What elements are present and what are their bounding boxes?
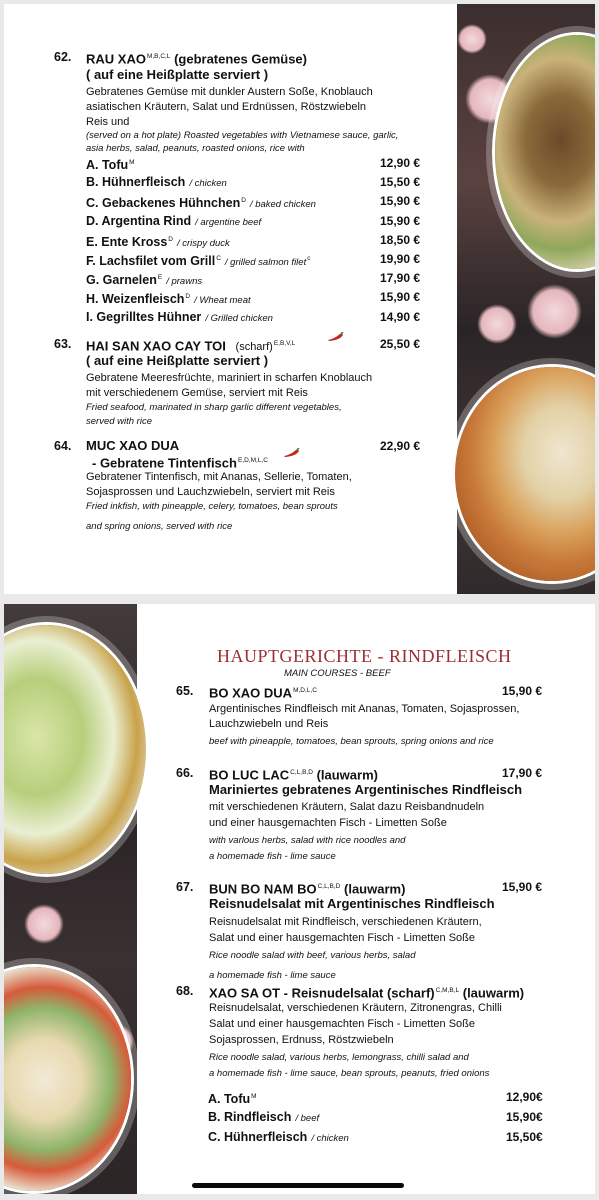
dish-name (86, 337, 295, 354)
dish-price: 17,90 € (502, 766, 543, 780)
item-number: 62. (54, 50, 72, 64)
option-label-en: / grilled salmon filet (224, 257, 307, 268)
option-label-en: / chicken (189, 178, 227, 190)
dish-title: HAI SAN XAO CAY TOI (86, 338, 226, 354)
temperature-note: (lauwarm) (344, 881, 406, 897)
option-row (86, 194, 316, 212)
option-label-en: / Grilled chicken (205, 312, 273, 324)
option-price: 15,90 € (380, 194, 421, 209)
menu-page-1 (4, 4, 595, 594)
dish-subtitle (92, 454, 268, 470)
allergen-codes: c (307, 255, 311, 262)
option-label: G. Garnelen (86, 273, 157, 288)
dish-description: Reisnudelsalat mit Rindfleisch, verschiedenen Kräutern, (209, 916, 482, 928)
chili-icon (282, 448, 300, 458)
dish-name (209, 984, 524, 1000)
option-label-en: / Wheat meat (194, 295, 251, 307)
section-title: HAUPTGERICHTE - RINDFLEISCH (217, 646, 512, 666)
dish-description: Salat und einer hausgemachten Fisch - Limetten Soße (209, 1018, 475, 1030)
option-label: D. Argentina Rind (86, 213, 192, 228)
dish-description-en: served with rice (86, 416, 152, 427)
dish-description: Reisnudelsalat, verschiedenen Kräutern, Zitronengras, Chilli (209, 1002, 502, 1014)
allergen-codes: M (251, 1093, 257, 1100)
item-number: 68. (176, 984, 194, 998)
dish-title: BO LUC LAC (209, 767, 290, 783)
temperature-note: (lauwarm) (316, 767, 378, 783)
allergen-codes: C,L,B,D (317, 883, 341, 890)
dish-description: Gebratene Meeresfrüchte, mariniert in scharfen Knoblauch (86, 372, 373, 384)
allergen-codes: C,L,B,D (290, 769, 313, 776)
dish-name (209, 880, 405, 896)
dish-description: mit verschiedenem Gemüse, serviert mit Reis (86, 387, 308, 399)
dish-description: Lauchzwiebeln und Reis (209, 718, 329, 730)
dish-price: 22,90 € (380, 439, 421, 453)
option-price: 19,90 € (380, 252, 421, 266)
allergen-codes: D (168, 235, 173, 243)
option-row (208, 1090, 257, 1106)
option-row (86, 271, 202, 289)
option-price: 18,50 € (380, 232, 421, 247)
option-row (208, 1110, 319, 1126)
section-subtitle: MAIN COURSES - BEEF (284, 668, 391, 679)
dish-description-en: and spring onions, served with rice (86, 521, 233, 532)
item-number: 65. (176, 684, 194, 698)
option-price: 15,90€ (506, 1110, 543, 1124)
spicy-label: (scharf) (235, 341, 273, 354)
dish-description-en: Rice noodle salad with beef, various herbs, salad (209, 950, 416, 961)
dish-description: Salat und einer hausgemachten Fisch - Limetten Soße (209, 932, 475, 944)
option-price: 15,90 € (380, 213, 421, 228)
allergen-codes: C,M,B,L (435, 987, 460, 994)
dish-description-en: Fried inkfish, with pineapple, celery, tomatoes, bean sprouts (86, 501, 338, 512)
option-label: A. Tofu (208, 1092, 251, 1106)
option-label: B. Hühnerfleisch (86, 175, 186, 190)
option-row (86, 175, 227, 191)
dish-description-en: Rice noodle salad, various herbs, lemongrass, chilli salad and (209, 1052, 469, 1063)
allergen-codes: M (129, 159, 135, 166)
dish-subtitle: Reisnudelsalat mit Argentinisches Rindfleisch (209, 896, 495, 911)
dish-price: 15,90 € (502, 684, 543, 698)
dish-description: und einer hausgemachten Fisch - Limetten Soße (209, 817, 447, 829)
dish-description: Sojasprossen, Erdnuss, Röstzwiebeln (209, 1034, 394, 1046)
dish-name (209, 684, 317, 700)
option-row (86, 252, 310, 270)
option-price: 12,90 € (380, 156, 421, 170)
dish-description-en: with varlous herbs, salad with rice noodles and (209, 835, 406, 846)
dish-description: Argentinisches Rindfleisch mit Ananas, Tomaten, Sojasprossen, (209, 703, 520, 715)
item-number: 67. (176, 880, 194, 894)
dish-title: XAO SA OT - Reisnudelsalat (scharf) (209, 985, 435, 1001)
allergen-codes: D (241, 197, 246, 205)
option-price: 15,50€ (506, 1130, 543, 1144)
chili-icon (326, 332, 344, 342)
option-label: H. Weizenfleisch (86, 292, 185, 307)
dish-subtitle-text: - Gebratene Tintenfisch (92, 455, 237, 471)
option-label-en: / chicken (311, 1133, 349, 1144)
home-indicator[interactable] (192, 1183, 404, 1188)
option-label-en: / prawns (166, 276, 203, 288)
dish-description-en: a homemade fish - lime sauce, bean sprouts, peanuts, fried onions (209, 1068, 490, 1079)
option-row (86, 214, 261, 230)
option-label: F. Lachsfilet vom Grill (86, 254, 216, 268)
option-label: E. Ente Kross (86, 234, 168, 249)
menu-page-2 (4, 604, 595, 1194)
option-row (86, 290, 251, 308)
dish-title: RAU XAO (86, 51, 146, 67)
dish-title: BO XAO DUA (209, 685, 293, 701)
option-row (86, 156, 135, 172)
option-label: B. Rindfleisch (208, 1110, 292, 1124)
dish-subtitle: (gebratenes Gemüse) (174, 51, 307, 67)
allergen-codes: C (216, 255, 221, 262)
option-label: I. Gegrilltes Hühner (86, 309, 202, 324)
dish-description: Gebratenes Gemüse mit dunkler Austern Soße, Knoblauch (86, 86, 373, 98)
option-label-en: / baked chicken (249, 199, 316, 211)
temperature-note: (lauwarm) (462, 985, 525, 1001)
dish-subtitle: Mariniertes gebratenes Argentinisches Rindfleisch (209, 782, 523, 797)
allergen-codes: D (185, 293, 191, 301)
dish-name (209, 766, 378, 782)
dish-description-en: asia herbs, salad, peanuts, roasted onions, rice with (86, 143, 305, 154)
dish-description: mit verschiedenen Kräutern, Salat dazu Reisbandnudeln (209, 801, 485, 813)
item-number: 66. (176, 766, 194, 780)
dish-description-en: (served on a hot plate) Roasted vegetables with Vietnamese sauce, garlic, (86, 130, 399, 141)
dish-description: asiatischen Kräutern, Salat und Erdnüssen, Röstzwiebeln (86, 101, 367, 113)
item-number: 64. (54, 439, 72, 453)
dish-name (86, 50, 307, 66)
option-price: 14,90 € (380, 309, 421, 324)
dish-title: MUC XAO DUA (86, 438, 180, 453)
allergen-codes: E,D,M,L,C (237, 457, 268, 464)
dish-description-en: Fried seafood, marinated in sharp garlic different vegetables, (86, 402, 342, 413)
dish-price: 15,90 € (502, 880, 543, 894)
dish-price: 25,50 € (380, 337, 421, 351)
item-number: 63. (54, 337, 72, 351)
dish-description-en: a homemade fish - lime sauce (209, 970, 336, 981)
dish-description: Sojasprossen und Lauchzwiebeln, serviert mit Reis (86, 486, 335, 498)
dish-description: Gebratener Tintenfisch, mit Ananas, Sellerie, Tomaten, (86, 471, 352, 483)
dish-title: BUN BO NAM BO (209, 881, 317, 897)
allergen-codes: E,B,V,L (273, 340, 296, 347)
dish-description-en: beef with pineapple, tomatoes, bean sprouts, spring onions and rice (209, 736, 494, 747)
option-label: C. Gebackenes Hühnchen (86, 196, 241, 211)
option-label-en: / beef (295, 1113, 320, 1124)
allergen-codes: M,B,C,L (146, 53, 171, 60)
serving-note: ( auf eine Heißplatte serviert ) (86, 353, 269, 368)
option-row (208, 1130, 349, 1146)
dish-description: Reis und (86, 116, 130, 128)
option-price: 15,50 € (380, 175, 421, 190)
serving-note: ( auf eine Heißplatte serviert ) (86, 67, 269, 82)
option-label-en: / crispy duck (176, 237, 230, 249)
option-price: 17,90 € (380, 271, 421, 286)
option-label: C. Hühnerfleisch (208, 1130, 308, 1144)
option-row (86, 310, 273, 326)
allergen-codes: E (157, 274, 163, 282)
option-price: 15,90 € (380, 290, 421, 305)
option-label: A. Tofu (86, 158, 129, 172)
option-row (86, 233, 230, 251)
option-price: 12,90€ (506, 1090, 543, 1104)
allergen-codes: M,D,L,C (293, 687, 317, 694)
dish-description-en: a homemade fish - lime sauce (209, 851, 336, 862)
option-label-en: / argentine beef (195, 216, 262, 228)
